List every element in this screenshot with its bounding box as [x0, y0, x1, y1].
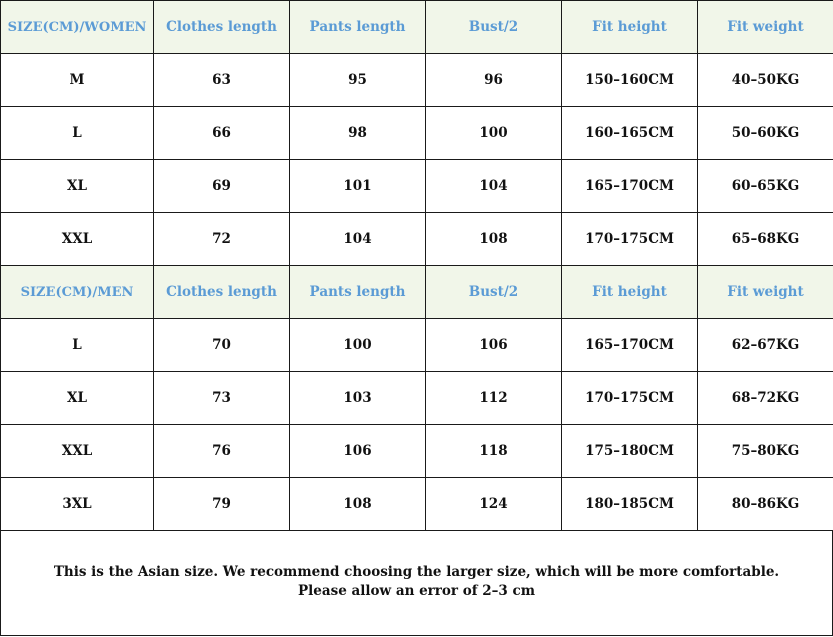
fit-weight-cell: 40–50KG [698, 54, 833, 107]
size-cell: 3XL [1, 478, 154, 531]
fit-height-cell: 175–180CM [562, 425, 698, 478]
bust-cell: 100 [426, 107, 562, 160]
women-header-row [1, 1, 833, 54]
fit-weight-cell: 80–86KG [698, 478, 833, 531]
size-cell: XL [1, 160, 154, 213]
size-note-line-2: Please allow an error of 2–3 cm [298, 583, 535, 599]
pants-length-cell: 101 [290, 160, 426, 213]
fit-height-cell: 180–185CM [562, 478, 698, 531]
clothes-length-cell: 63 [154, 54, 290, 107]
table-row [1, 425, 833, 478]
pants-length-cell: 108 [290, 478, 426, 531]
fit-height-cell: 170–175CM [562, 213, 698, 266]
fit-height-cell: 165–170CM [562, 160, 698, 213]
clothes-length-cell: 76 [154, 425, 290, 478]
women-header-pants-length: Pants length [290, 1, 426, 54]
fit-weight-cell: 50–60KG [698, 107, 833, 160]
table-row [1, 319, 833, 372]
fit-weight-cell: 62–67KG [698, 319, 833, 372]
bust-cell: 118 [426, 425, 562, 478]
size-cell: M [1, 54, 154, 107]
women-header-fit-height: Fit height [562, 1, 698, 54]
women-header-size: SIZE(CM)/WOMEN [1, 1, 154, 54]
men-header-pants-length: Pants length [290, 266, 426, 319]
women-header-bust: Bust/2 [426, 1, 562, 54]
pants-length-cell: 104 [290, 213, 426, 266]
table-row [1, 54, 833, 107]
bust-cell: 108 [426, 213, 562, 266]
size-cell: L [1, 319, 154, 372]
fit-weight-cell: 75–80KG [698, 425, 833, 478]
bust-cell: 96 [426, 54, 562, 107]
bust-cell: 124 [426, 478, 562, 531]
table-row [1, 160, 833, 213]
fit-weight-cell: 65–68KG [698, 213, 833, 266]
pants-length-cell: 95 [290, 54, 426, 107]
pants-length-cell: 100 [290, 319, 426, 372]
women-header-fit-weight: Fit weight [698, 1, 833, 54]
fit-height-cell: 170–175CM [562, 372, 698, 425]
table-row [1, 478, 833, 531]
clothes-length-cell: 72 [154, 213, 290, 266]
table-row [1, 213, 833, 266]
size-cell: XXL [1, 213, 154, 266]
fit-height-cell: 165–170CM [562, 319, 698, 372]
fit-weight-cell: 60–65KG [698, 160, 833, 213]
clothes-length-cell: 79 [154, 478, 290, 531]
size-cell: L [1, 107, 154, 160]
clothes-length-cell: 69 [154, 160, 290, 213]
clothes-length-cell: 66 [154, 107, 290, 160]
men-header-size: SIZE(CM)/MEN [1, 266, 154, 319]
bust-cell: 104 [426, 160, 562, 213]
men-header-clothes-length: Clothes length [154, 266, 290, 319]
men-header-fit-height: Fit height [562, 266, 698, 319]
pants-length-cell: 103 [290, 372, 426, 425]
bust-cell: 112 [426, 372, 562, 425]
men-header-fit-weight: Fit weight [698, 266, 833, 319]
size-note-line-1: This is the Asian size. We recommend choosing the larger size, which will be more comfortable. [53, 564, 780, 580]
size-cell: XL [1, 372, 154, 425]
table-row [1, 107, 833, 160]
fit-weight-cell: 68–72KG [698, 372, 833, 425]
pants-length-cell: 106 [290, 425, 426, 478]
clothes-length-cell: 70 [154, 319, 290, 372]
fit-height-cell: 150–160CM [562, 54, 698, 107]
size-cell: XXL [1, 425, 154, 478]
men-header-row [1, 266, 833, 319]
size-note [0, 531, 833, 636]
clothes-length-cell: 73 [154, 372, 290, 425]
table-row [1, 372, 833, 425]
pants-length-cell: 98 [290, 107, 426, 160]
men-header-bust: Bust/2 [426, 266, 562, 319]
fit-height-cell: 160–165CM [562, 107, 698, 160]
women-header-clothes-length: Clothes length [154, 1, 290, 54]
bust-cell: 106 [426, 319, 562, 372]
